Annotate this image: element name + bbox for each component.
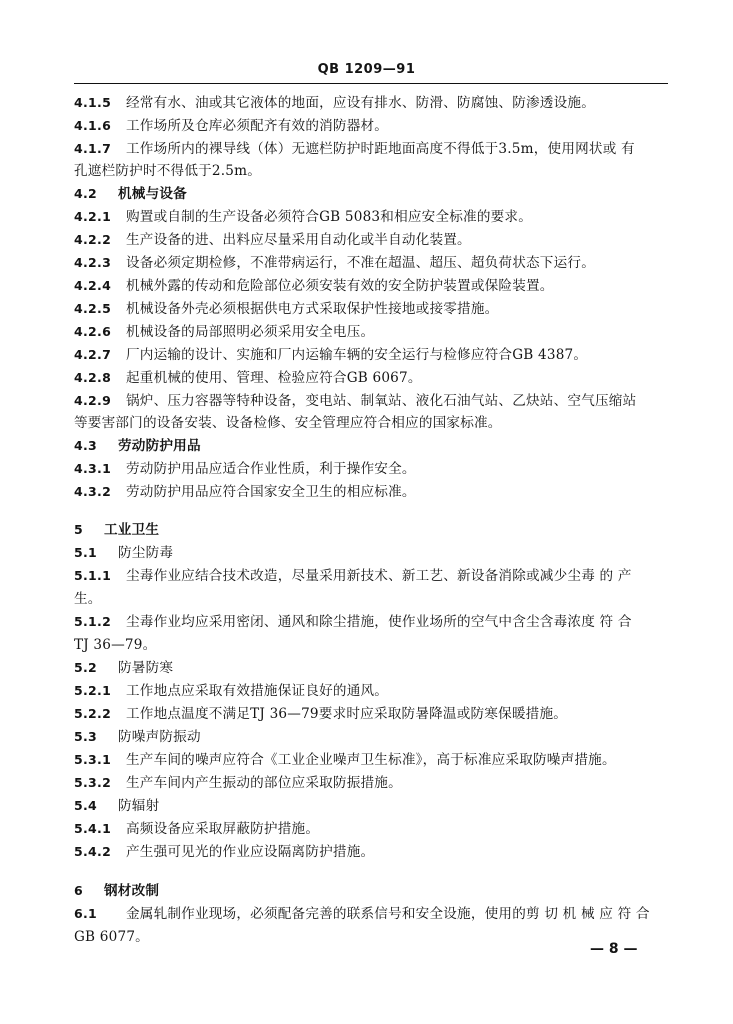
clause-number: 6.1 [74,906,98,921]
subsection-heading [74,795,670,817]
clause-line [74,321,670,343]
clause-text: 生产车间内产生振动的部位应采取防振措施。 [126,775,402,791]
clause-number: 4.2.2 [74,232,112,247]
subsection-heading [74,435,670,457]
clause-number: 5.2.2 [74,706,112,721]
clause-text: 高频设备应采取屏蔽防护措施。 [126,821,320,837]
clause-number: 4.1.5 [74,95,112,110]
header-rule [74,83,668,84]
clause-line [74,481,670,503]
clause-continuation [74,926,670,948]
page-number: — 8 — [590,941,638,957]
clause-line [74,229,670,251]
clause-line [74,703,670,725]
clause-text: 生产车间的噪声应符合《工业企业噪声卫生标准》，高于标准应采取防噪声措施。 [126,752,616,768]
clause-continuation [74,412,670,434]
clause-line [74,344,670,366]
clause-text: 金属轧制作业现场，必须配备完善的联系信号和安全设施，使用的剪 切 机 械 应 符 合 [126,906,650,922]
clause-text: 尘毒作业均应采用密闭、通风和除尘措施，使作业场所的空气中含尘含毒浓度 符 合 [126,614,632,630]
clause-number: 5.3.2 [74,775,112,790]
clause-text: 设备必须定期检修，不准带病运行，不准在超温、超压、超负荷状态下运行。 [126,255,595,271]
clause-text: 劳动防护用品应适合作业性质，利于操作安全。 [126,461,416,477]
section-number: 5 [74,522,83,537]
clause-line [74,275,670,297]
clause-text: 等要害部门的设备安装、设备检修、安全管理应符合相应的国家标准。 [74,415,502,431]
clause-number: 4.1.7 [74,141,112,156]
clause-number: 5.1.2 [74,614,112,629]
subsection-heading [74,657,670,679]
clause-number: 5.4.2 [74,844,112,859]
clause-text: TJ 36—79。 [74,637,157,653]
clause-line [74,680,670,702]
subsection-title: 防尘防毒 [118,545,174,561]
clause-line [74,298,670,320]
subsection-title: 机械与设备 [118,186,187,202]
clause-line [74,611,670,633]
section-number: 6 [74,883,83,898]
clause-line [74,252,670,274]
clause-text: 购置或自制的生产设备必须符合GB 5083和相应安全标准的要求。 [126,209,533,225]
clause-number: 4.2.6 [74,324,112,339]
subsection-title: 劳动防护用品 [118,438,201,454]
section-heading [74,880,670,902]
clause-text: 厂内运输的设计、实施和厂内运输车辆的安全运行与检修应符合GB 4387。 [126,347,588,363]
section-heading [74,519,670,541]
clause-text: 锅炉、压力容器等特种设备，变电站、制氧站、液化石油气站、乙炔站、空气压缩站 [126,393,637,409]
clause-line [74,903,670,925]
clause-line [74,841,670,863]
clause-text: 工作场所及仓库必须配齐有效的消防器材。 [126,118,389,134]
clause-number: 4.2.1 [74,209,112,224]
subsection-title: 防辐射 [118,798,160,814]
subsection-heading [74,726,670,748]
clause-text: 劳动防护用品应符合国家安全卫生的相应标准。 [126,484,416,500]
subsection-title: 防暑防寒 [118,660,174,676]
clause-text: 机械外露的传动和危险部位必须安装有效的安全防护装置或保险装置。 [126,278,554,294]
clause-line [74,367,670,389]
clause-line [74,565,670,587]
clause-line [74,115,670,137]
subsection-number: 5.4 [74,798,98,813]
clause-text: 工作场所内的裸导线（体）无遮栏防护时距地面高度不得低于3.5m，使用网状或 有 [126,141,635,157]
clause-line [74,390,670,412]
clause-line [74,138,670,160]
clause-text: 产生强可见光的作业应设隔离防护措施。 [126,844,375,860]
clause-text: 机械设备的局部照明必须采用安全电压。 [126,324,375,340]
clause-line [74,206,670,228]
section-title: 钢材改制 [104,883,160,899]
subsection-number: 5.3 [74,729,98,744]
subsection-heading [74,183,670,205]
clause-text: 工作地点应采取有效措施保证良好的通风。 [126,683,389,699]
clause-number: 4.3.2 [74,484,112,499]
clause-continuation [74,634,670,656]
subsection-number: 4.3 [74,438,98,453]
clause-text: 经常有水、油或其它液体的地面，应设有排水、防滑、防腐蚀、防渗透设施。 [126,95,595,111]
clause-number: 5.2.1 [74,683,112,698]
clause-line [74,818,670,840]
subsection-number: 5.1 [74,545,98,560]
clause-number: 4.3.1 [74,461,112,476]
clause-text: 工作地点温度不满足TJ 36—79要求时应采取防暑降温或防寒保暖措施。 [126,706,568,722]
clause-number: 5.4.1 [74,821,112,836]
clause-text: 起重机械的使用、管理、检验应符合GB 6067。 [126,370,422,386]
clause-line [74,772,670,794]
subsection-number: 4.2 [74,186,98,201]
page-header: QB 1209—91 [317,62,416,77]
clause-number: 4.2.8 [74,370,112,385]
clause-line [74,749,670,771]
clause-line [74,458,670,480]
clause-number: 4.2.4 [74,278,112,293]
clause-text: 生。 [74,591,102,607]
clause-number: 4.2.7 [74,347,112,362]
clause-number: 5.3.1 [74,752,112,767]
clause-number: 5.1.1 [74,568,112,583]
clause-number: 4.2.3 [74,255,112,270]
clause-text: 生产设备的进、出料应尽量采用自动化或半自动化装置。 [126,232,471,248]
clause-text: GB 6077。 [74,929,149,945]
clause-line [74,92,670,114]
clause-number: 4.2.5 [74,301,112,316]
section-title: 工业卫生 [104,522,160,538]
clause-number: 4.1.6 [74,118,112,133]
clause-continuation [74,160,670,182]
subsection-heading [74,542,670,564]
clause-number: 4.2.9 [74,393,112,408]
clause-continuation [74,588,670,610]
clause-text: 孔遮栏防护时不得低于2.5m。 [74,163,262,179]
clause-text: 机械设备外壳必须根据供电方式采取保护性接地或接零措施。 [126,301,499,317]
clause-text: 尘毒作业应结合技术改造，尽量采用新技术、新工艺、新设备消除或减少尘毒 的 产 [126,568,632,584]
subsection-number: 5.2 [74,660,98,675]
subsection-title: 防噪声防振动 [118,729,201,745]
